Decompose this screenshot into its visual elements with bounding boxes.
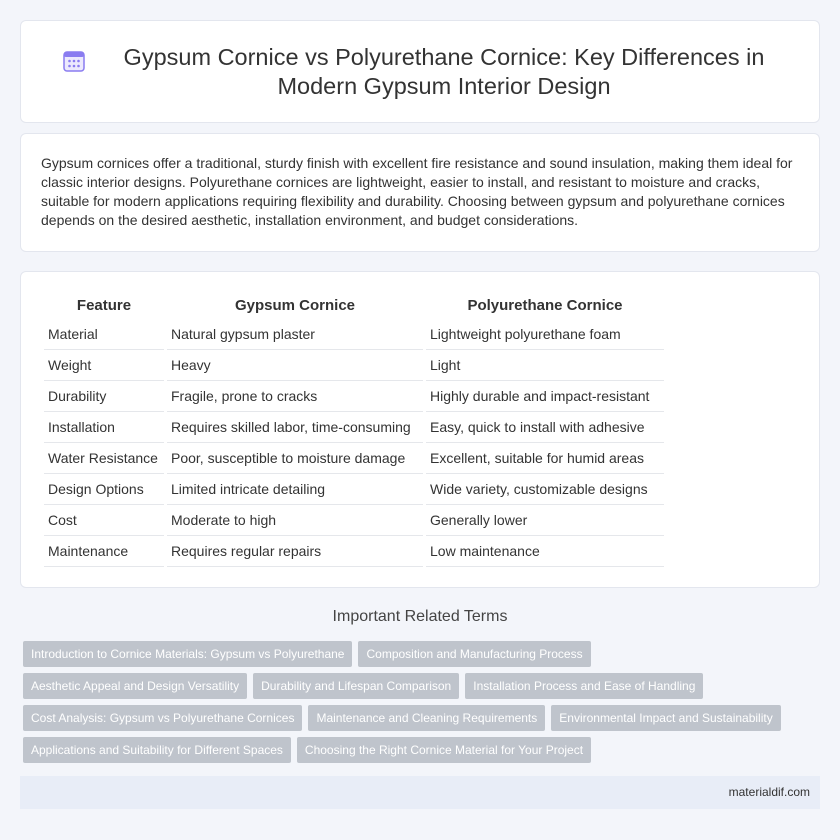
table-cell: Excellent, suitable for humid areas <box>426 443 664 474</box>
table-cell: Maintenance <box>44 536 164 567</box>
calendar-icon <box>61 48 87 74</box>
tag-row <box>23 673 823 699</box>
related-term-tag[interactable]: Durability and Lifespan Comparison <box>253 673 459 699</box>
table-row <box>44 412 664 443</box>
intro-paragraph: Gypsum cornices offer a traditional, sturdy finish with excellent fire resistance and sound insulation, making them ideal for classic interior designs. Polyurethane cornices are lightweight, easier to install, and resistant to moisture and cracks, suitable for modern applications requiring flexibility and durability. Choosing between gypsum and polyurethane cornices depends on the desired aesthetic, installation environment, and budget considerations. <box>41 155 793 228</box>
table-row <box>44 381 664 412</box>
table-header-row <box>44 296 664 319</box>
table-row <box>44 443 664 474</box>
footer-site[interactable]: materialdif.com <box>728 785 810 799</box>
table-cell: Heavy <box>167 350 423 381</box>
intro-card <box>20 133 820 252</box>
table-cell: Highly durable and impact-resistant <box>426 381 664 412</box>
table-cell: Weight <box>44 350 164 381</box>
table-cell: Generally lower <box>426 505 664 536</box>
table-cell: Requires skilled labor, time-consuming <box>167 412 423 443</box>
table-row <box>44 350 664 381</box>
related-term-tag[interactable]: Choosing the Right Cornice Material for Your Project <box>297 737 591 763</box>
table-cell: Fragile, prone to cracks <box>167 381 423 412</box>
tag-row <box>23 737 823 763</box>
table-row <box>44 474 664 505</box>
table-row <box>44 319 664 350</box>
table-cell: Easy, quick to install with adhesive <box>426 412 664 443</box>
related-term-tag[interactable]: Cost Analysis: Gypsum vs Polyurethane Cornices <box>23 705 302 731</box>
page-title: Gypsum Cornice vs Polyurethane Cornice: Key Differences in Modern Gypsum Interior Design <box>123 43 765 99</box>
title-wrap <box>21 43 819 101</box>
table-cell: Light <box>426 350 664 381</box>
title-card <box>20 20 820 123</box>
table-cell: Design Options <box>44 474 164 505</box>
header-feature: Feature <box>76 297 132 314</box>
related-term-tag[interactable]: Aesthetic Appeal and Design Versatility <box>23 673 247 699</box>
footer <box>20 776 820 809</box>
tag-row <box>23 641 823 667</box>
table-cell: Wide variety, customizable designs <box>426 474 664 505</box>
table-cell: Moderate to high <box>167 505 423 536</box>
table-row <box>44 505 664 536</box>
table-cell: Limited intricate detailing <box>167 474 423 505</box>
table-cell: Requires regular repairs <box>167 536 423 567</box>
related-term-tag[interactable]: Applications and Suitability for Different Spaces <box>23 737 291 763</box>
tag-row <box>23 705 823 731</box>
table-cell: Durability <box>44 381 164 412</box>
related-terms-list <box>23 641 823 769</box>
comparison-table <box>41 296 667 567</box>
related-term-tag[interactable]: Maintenance and Cleaning Requirements <box>308 705 545 731</box>
table-cell: Installation <box>44 412 164 443</box>
header-polyurethane: Polyurethane Cornice <box>467 297 623 314</box>
table-cell: Natural gypsum plaster <box>167 319 423 350</box>
table-cell: Poor, susceptible to moisture damage <box>167 443 423 474</box>
related-term-tag[interactable]: Installation Process and Ease of Handling <box>465 673 703 699</box>
related-term-tag[interactable]: Introduction to Cornice Materials: Gypsum vs Polyurethane <box>23 641 352 667</box>
table-cell: Low maintenance <box>426 536 664 567</box>
table-cell: Cost <box>44 505 164 536</box>
related-terms-title: Important Related Terms <box>332 608 508 625</box>
related-term-tag[interactable]: Environmental Impact and Sustainability <box>551 705 780 731</box>
table-row <box>44 536 664 567</box>
table-cell: Material <box>44 319 164 350</box>
related-term-tag[interactable]: Composition and Manufacturing Process <box>358 641 590 667</box>
comparison-card <box>20 271 820 588</box>
table-cell: Lightweight polyurethane foam <box>426 319 664 350</box>
header-gypsum: Gypsum Cornice <box>234 297 356 314</box>
table-cell: Water Resistance <box>44 443 164 474</box>
